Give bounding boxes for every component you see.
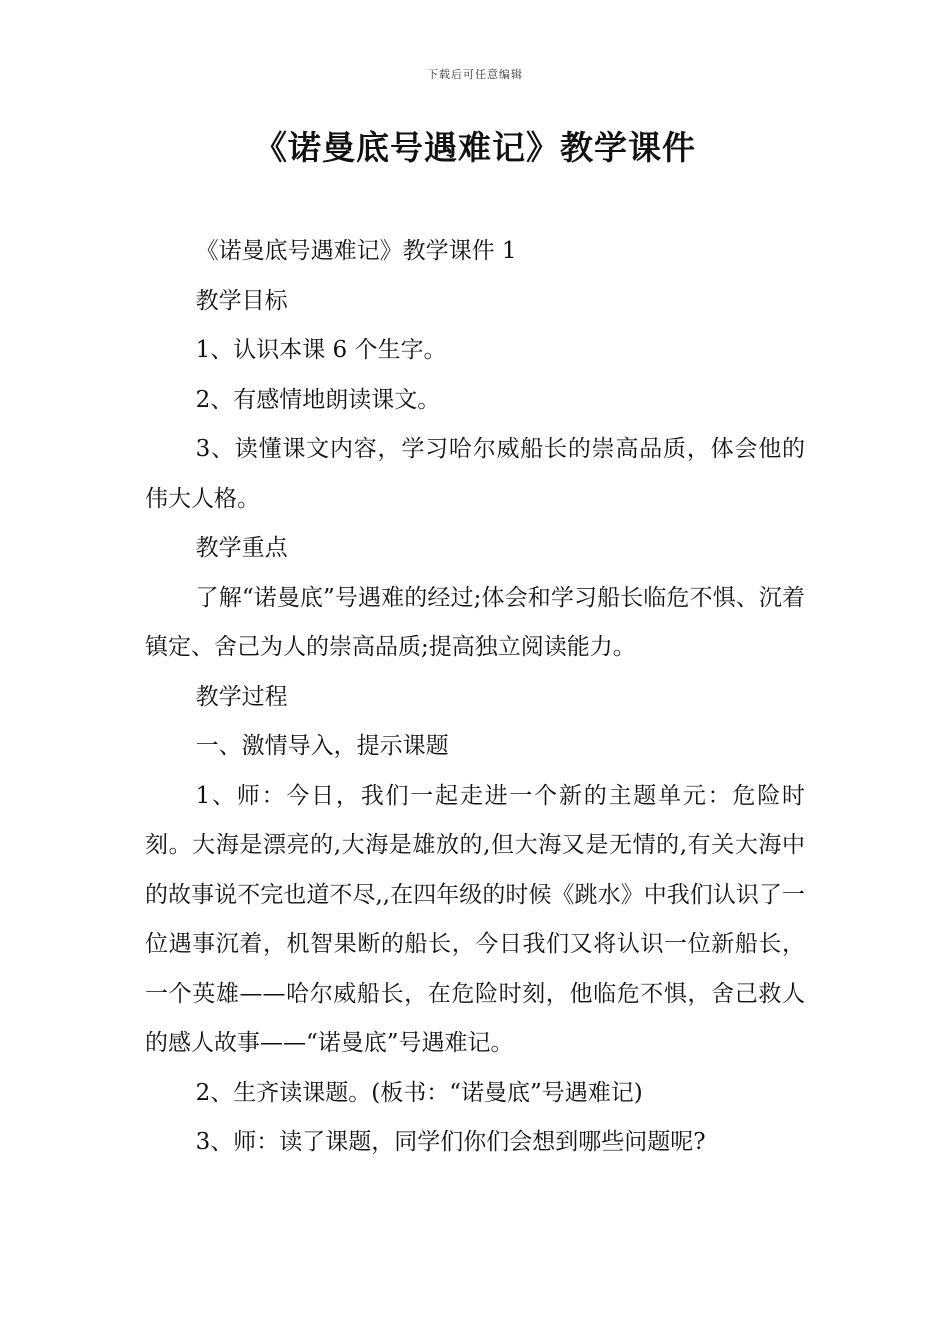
- paragraph-step-1-item-2: 2、生齐读课题。(板书：“诺曼底”号遇难记): [195, 1079, 643, 1106]
- paragraph-lesson-heading: 《诺曼底号遇难记》教学课件 1: [195, 238, 517, 264]
- document-title: 《诺曼底号遇难记》教学课件: [254, 128, 696, 167]
- paragraph-goal-3: 3、读懂课文内容，学习哈尔威船长的崇高品质，体会他的伟大人格。: [145, 436, 805, 512]
- paragraph-section-goals: 教学目标: [195, 287, 288, 314]
- paragraph-section-process: 教学过程: [195, 683, 288, 710]
- document-body: [145, 227, 805, 1168]
- paragraph-step-1-item-3: 3、师：读了课题，同学们你们会想到哪些问题呢?: [195, 1129, 706, 1155]
- paragraph-goal-1: 1、认识本课 6 个生字。: [195, 337, 447, 363]
- paragraph-step-1-item-1: 1、师：今日，我们一起走进一个新的主题单元：危险时刻。大海是漂亮的,大海是雄放的,但大海又是无情的,有关大海中的故事说不完也道不尽,,在四年级的时候《跳水》中我们认识了一位遇事沉着，机智果断的船长，今日我们又将认识一位新船长，一个英雄——哈尔威船长，在危险时刻，他临危不惧，舍己救人的感人故事——“诺曼底”号遇难记。: [145, 782, 805, 1056]
- paragraph-goal-2: 2、有感情地朗读课文。: [195, 386, 441, 413]
- paragraph-step-1-heading: 一、激情导入，提示课题: [195, 733, 449, 759]
- paragraph-focus-text: 了解“诺曼底”号遇难的经过;体会和学习船长临危不惧、沉着镇定、舍己为人的崇高品质;提高独立阅读能力。: [145, 584, 805, 660]
- paragraph-section-focus: 教学重点: [195, 535, 288, 561]
- header-note: 下载后可任意编辑: [427, 68, 523, 81]
